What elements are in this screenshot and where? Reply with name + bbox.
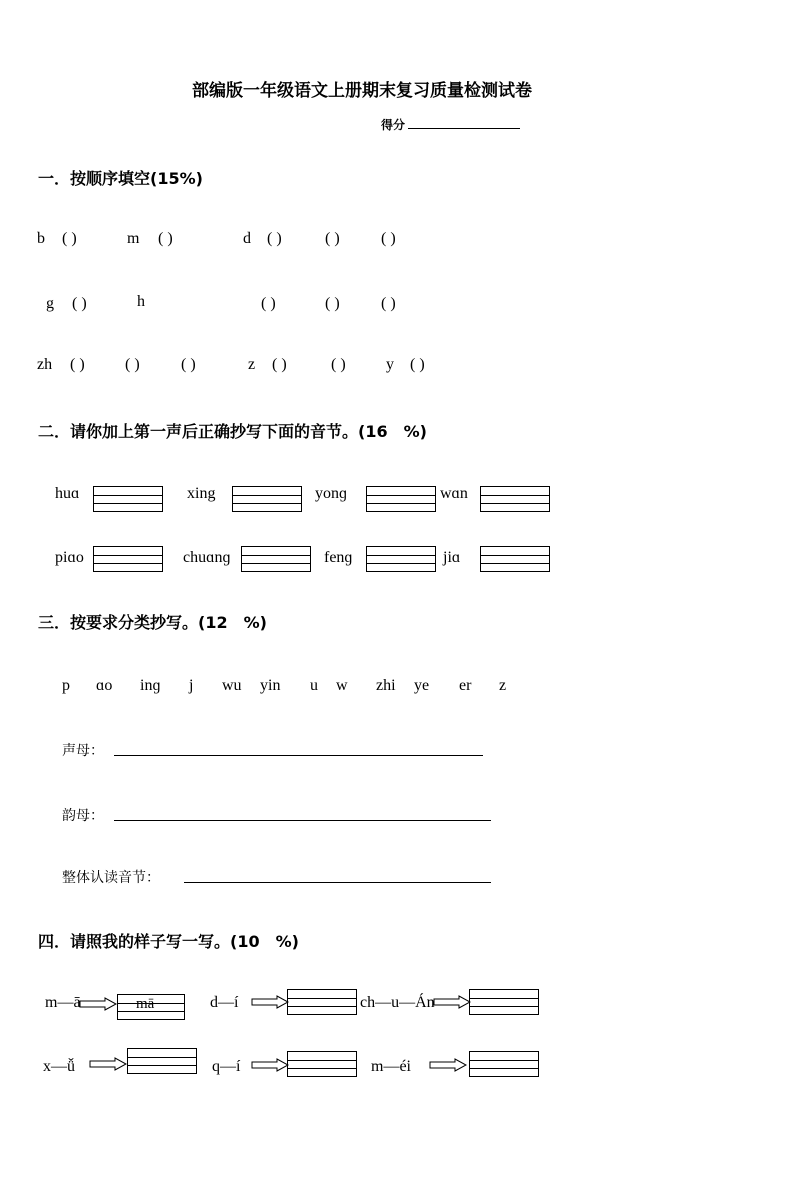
syllable-label: huɑ xyxy=(55,485,80,502)
writing-box[interactable] xyxy=(366,486,436,512)
spelling-prompt: q—í xyxy=(212,1058,241,1075)
pinyin-item: p xyxy=(62,677,70,694)
letter-h: h xyxy=(137,293,145,310)
blank-paren[interactable]: ( ) xyxy=(158,230,173,247)
blank-paren[interactable]: ( ) xyxy=(272,356,287,373)
blank-paren[interactable]: ( ) xyxy=(70,356,85,373)
score-field[interactable] xyxy=(408,128,520,129)
pinyin-item: zhi xyxy=(376,677,396,694)
writing-box[interactable] xyxy=(480,546,550,572)
syllable-label: xing xyxy=(187,485,216,502)
pinyin-item: j xyxy=(189,677,194,694)
blank-paren[interactable]: ( ) xyxy=(381,230,396,247)
spelling-prompt: m—ā xyxy=(45,994,81,1011)
writing-box[interactable] xyxy=(469,989,539,1015)
right-arrow-icon xyxy=(251,995,289,1009)
writing-box[interactable] xyxy=(93,546,163,572)
letter-d: d xyxy=(243,230,251,247)
zhengti-label: 整体认读音节： xyxy=(62,870,160,886)
blank-paren[interactable]: ( ) xyxy=(72,295,87,312)
spelling-prompt: ch—u—Án xyxy=(360,994,435,1011)
pinyin-item: ye xyxy=(414,677,430,694)
pinyin-item: w xyxy=(336,677,348,694)
blank-paren[interactable]: ( ) xyxy=(267,230,282,247)
zhengti-answer-line[interactable] xyxy=(184,882,491,883)
section4-heading: 四．请照我的样子写一写。(10 %) xyxy=(38,932,299,951)
writing-box[interactable] xyxy=(366,546,436,572)
yunmu-label: 韵母： xyxy=(62,808,104,824)
writing-box[interactable] xyxy=(241,546,311,572)
letter-b: b xyxy=(37,230,45,247)
blank-paren[interactable]: ( ) xyxy=(261,295,276,312)
blank-paren[interactable]: ( ) xyxy=(62,230,77,247)
letter-y: y xyxy=(386,356,394,373)
spelling-prompt: d—í xyxy=(210,994,239,1011)
pinyin-item: inɡ xyxy=(140,677,161,694)
right-arrow-icon xyxy=(79,997,117,1011)
blank-paren[interactable]: ( ) xyxy=(381,295,396,312)
writing-box[interactable] xyxy=(287,1051,357,1077)
section1-heading: 一．按顺序填空(15%) xyxy=(38,169,203,188)
right-arrow-icon xyxy=(251,1058,289,1072)
writing-box[interactable] xyxy=(232,486,302,512)
pinyin-item: u xyxy=(310,677,318,694)
blank-paren[interactable]: ( ) xyxy=(325,230,340,247)
section2-heading: 二．请你加上第一声后正确抄写下面的音节。(16 %) xyxy=(38,422,427,441)
syllable-label: chuɑnɡ xyxy=(183,549,231,566)
pinyin-item: yin xyxy=(260,677,281,694)
syllable-label: wɑn xyxy=(440,485,468,502)
page-title: 部编版一年级语文上册期末复习质量检测试卷 xyxy=(192,81,532,101)
writing-box[interactable] xyxy=(93,486,163,512)
letter-z: z xyxy=(248,356,256,373)
pinyin-item: wu xyxy=(222,677,242,694)
letter-g: g xyxy=(46,295,54,312)
right-arrow-icon xyxy=(433,995,471,1009)
pinyin-item: z xyxy=(499,677,507,694)
syllable-label: fenɡ xyxy=(324,549,353,566)
right-arrow-icon xyxy=(429,1058,467,1072)
writing-box[interactable] xyxy=(469,1051,539,1077)
syllable-label: yonɡ xyxy=(315,485,347,502)
syllable-label: jiɑ xyxy=(443,549,461,566)
writing-box[interactable] xyxy=(480,486,550,512)
right-arrow-icon xyxy=(89,1057,127,1071)
blank-paren[interactable]: ( ) xyxy=(125,356,140,373)
spelling-prompt: m—éi xyxy=(371,1058,411,1075)
writing-box[interactable] xyxy=(287,989,357,1015)
blank-paren[interactable]: ( ) xyxy=(331,356,346,373)
section3-heading: 三．按要求分类抄写。(12 %) xyxy=(38,613,267,632)
score-label: 得分 xyxy=(381,118,406,132)
blank-paren[interactable]: ( ) xyxy=(325,295,340,312)
spelling-prompt: x—ǚ xyxy=(43,1058,75,1075)
yunmu-answer-line[interactable] xyxy=(114,820,491,821)
shengmu-label: 声母： xyxy=(62,743,104,759)
writing-box[interactable] xyxy=(127,1048,197,1074)
shengmu-answer-line[interactable] xyxy=(114,755,483,756)
syllable-label: piɑo xyxy=(55,549,84,566)
pinyin-item: ɑo xyxy=(96,677,113,694)
blank-paren[interactable]: ( ) xyxy=(181,356,196,373)
pinyin-item: er xyxy=(459,677,472,694)
example-answer: mā xyxy=(136,996,155,1012)
blank-paren[interactable]: ( ) xyxy=(410,356,425,373)
letter-m: m xyxy=(127,230,140,247)
letter-zh: zh xyxy=(37,356,53,373)
